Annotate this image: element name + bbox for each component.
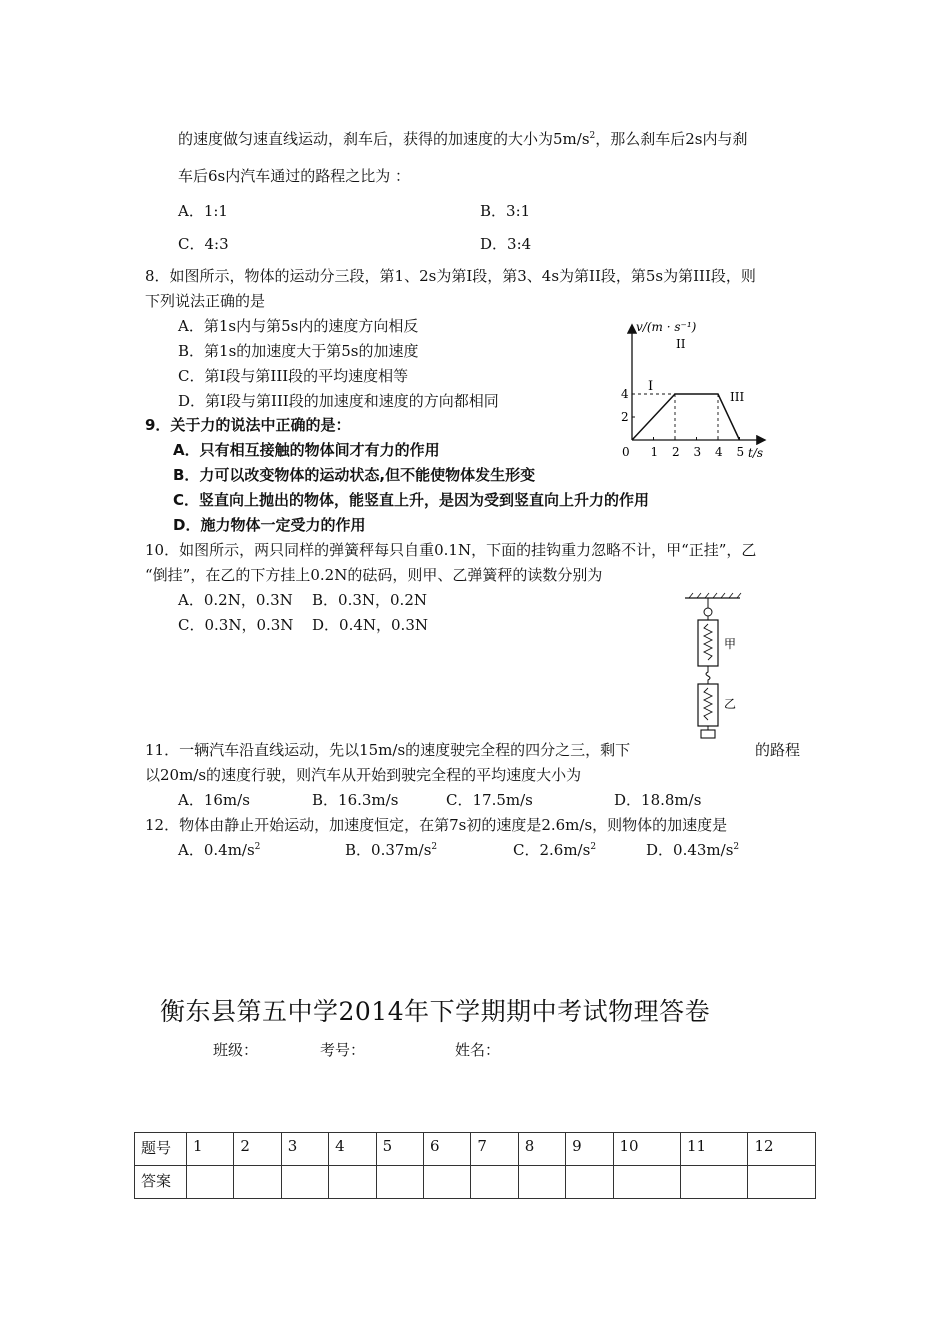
student-name-label: 姓名：	[455, 1041, 501, 1059]
question-number-cell: 6	[423, 1133, 470, 1166]
answer-cell[interactable]	[376, 1166, 423, 1199]
q7-line1-text: 的速度做匀速直线运动，刹车后，获得的加速度的大小为5m/s	[178, 130, 590, 148]
q11-option-a: A．16m/s	[178, 791, 250, 809]
q12-option-a-sup: 2	[254, 842, 261, 852]
spring-scale-diagram	[680, 590, 750, 740]
answer-cell[interactable]	[566, 1166, 613, 1199]
x-tick-label: 1	[650, 445, 659, 459]
q12-option-d	[646, 839, 739, 860]
q12-option-c-sup: 2	[590, 842, 597, 852]
answer-cell[interactable]	[518, 1166, 565, 1199]
q7-line1-tail: ，那么刹车后2s内与刹	[595, 130, 748, 148]
graph-seg2-label: II	[676, 337, 686, 351]
answer-cell[interactable]	[471, 1166, 518, 1199]
answer-cell[interactable]	[281, 1166, 328, 1199]
q7-option-c: C．4:3	[178, 235, 229, 253]
q10-option-a: A．0.2N，0.3N	[178, 591, 293, 609]
q7-option-b: B．3:1	[480, 202, 531, 220]
question-number-cell: 4	[329, 1133, 376, 1166]
question-number-cell: 1	[187, 1133, 234, 1166]
x-tick-label: 2	[672, 445, 680, 459]
question-number-header: 题号	[135, 1133, 187, 1166]
q8-stem-line1: 8．如图所示，物体的运动分三段，第1、2s为第I段，第3、4s为第II段，第5s为第III段，则	[145, 267, 756, 285]
question-number-cell: 7	[471, 1133, 518, 1166]
y-tick-label: 2	[621, 410, 629, 424]
q11-stem-line1a: 11．一辆汽车沿直线运动，先以15m/s的速度驶完全程的四分之三，剩下	[145, 741, 631, 759]
label-jia: 甲	[724, 637, 737, 651]
q9-stem: 9．关于力的说法中正确的是：	[145, 416, 351, 434]
question-number-cell: 3	[281, 1133, 328, 1166]
answer-table-answer-row	[135, 1166, 816, 1199]
question-number-cell: 10	[613, 1133, 680, 1166]
q7-option-d: D．3:4	[480, 235, 532, 253]
q7-line1	[178, 128, 748, 149]
velocity-line	[632, 394, 740, 440]
q8-stem-line2: 下列说法正确的是	[145, 292, 266, 310]
q7-line1-sup: 2	[589, 131, 596, 141]
ceiling-hatch	[689, 593, 741, 598]
answer-cell[interactable]	[748, 1166, 816, 1199]
q7-option-a: A．1:1	[178, 202, 228, 220]
q11-option-b: B．16.3m/s	[312, 791, 399, 809]
answer-table	[134, 1132, 816, 1199]
q12-option-a-text: A．0.4m/s	[178, 841, 255, 859]
label-yi: 乙	[724, 697, 737, 711]
q10-option-b: B．0.3N，0.2N	[312, 591, 427, 609]
q7-line2: 车后6s内汽车通过的路程之比为 ：	[178, 167, 411, 185]
class-label: 班级：	[213, 1041, 259, 1059]
question-number-cell: 8	[518, 1133, 565, 1166]
exam-number-label: 考号：	[320, 1041, 366, 1059]
q12-option-b-sup: 2	[431, 842, 438, 852]
q10-stem-line1: 10．如图所示，两只同样的弹簧秤每只自重0.1N，下面的挂钩重力忽略不计，甲“正挂”，乙	[145, 541, 757, 559]
q9-option-c: C．竖直向上抛出的物体，能竖直上升，是因为受到竖直向上升力的作用	[173, 491, 650, 509]
x-tick-label: 3	[693, 445, 702, 459]
q8-option-c: C．第I段与第III段的平均速度相等	[178, 367, 409, 385]
question-number-cell: 11	[680, 1133, 747, 1166]
q9-option-a: A．只有相互接触的物体间才有力的作用	[173, 441, 440, 459]
scale-jia-spring	[704, 624, 712, 660]
answer-cell[interactable]	[329, 1166, 376, 1199]
answer-cell[interactable]	[423, 1166, 470, 1199]
question-number-cell: 12	[748, 1133, 816, 1166]
scale-yi-spring	[704, 688, 712, 720]
question-number-cell: 5	[376, 1133, 423, 1166]
y-tick-label: 4	[621, 387, 629, 401]
graph-seg1-label: I	[648, 379, 654, 394]
answer-sheet-title: 衡东县第五中学2014年下学期期中考试物理答卷	[160, 997, 711, 1026]
x-tick-label: 5	[736, 445, 745, 459]
hook-ring	[704, 608, 712, 616]
q11-option-c: C．17.5m/s	[446, 791, 533, 809]
q11-stem-line1b: 的路程	[755, 741, 801, 759]
answer-header: 答案	[135, 1166, 187, 1199]
x-tick-label: 4	[715, 445, 723, 459]
question-number-cell: 2	[234, 1133, 281, 1166]
q8-option-a: A．第1s内与第5s内的速度方向相反	[178, 317, 419, 335]
answer-cell[interactable]	[613, 1166, 680, 1199]
q12-option-c	[513, 839, 596, 860]
answer-cell[interactable]	[187, 1166, 234, 1199]
q12-option-c-text: C．2.6m/s	[513, 841, 591, 859]
q10-stem-line2: “倒挂”，在乙的下方挂上0.2N的砝码，则甲、乙弹簧秤的读数分别为	[145, 566, 603, 584]
q12-option-a	[178, 839, 260, 860]
q12-option-b-text: B．0.37m/s	[345, 841, 432, 859]
question-number-cell: 9	[566, 1133, 613, 1166]
velocity-time-graph	[612, 316, 782, 464]
q12-option-d-sup: 2	[733, 842, 740, 852]
answer-cell[interactable]	[234, 1166, 281, 1199]
x-tick-label: 0	[622, 445, 630, 459]
q12-option-d-text: D．0.43m/s	[646, 841, 734, 859]
answer-table-number-row	[135, 1133, 816, 1166]
scale-jia-body	[698, 620, 718, 666]
weight-block	[701, 730, 715, 738]
q12-option-b	[345, 839, 437, 860]
q10-option-d: D．0.4N，0.3N	[312, 616, 428, 634]
q11-option-d: D．18.8m/s	[614, 791, 702, 809]
q12-stem: 12．物体由静止开始运动，加速度恒定，在第7s初的速度是2.6m/s，则物体的加速度是	[145, 816, 728, 834]
q9-option-b: B．力可以改变物体的运动状态,但不能使物体发生形变	[173, 466, 536, 484]
q10-option-c: C．0.3N，0.3N	[178, 616, 294, 634]
q8-option-b: B．第1s的加速度大于第5s的加速度	[178, 342, 419, 360]
answer-cell[interactable]	[680, 1166, 747, 1199]
q8-option-d: D．第I段与第III段的加速度和速度的方向都相同	[178, 392, 499, 410]
graph-v-axis-label: v/(m · s⁻¹)	[636, 320, 697, 334]
graph-t-axis-label: t/s	[748, 446, 764, 460]
graph-seg3-label: III	[730, 390, 745, 404]
q11-stem-line2: 以20m/s的速度行驶，则汽车从开始到驶完全程的平均速度大小为	[145, 766, 582, 784]
q9-option-d: D．施力物体一定受力的作用	[173, 516, 366, 534]
